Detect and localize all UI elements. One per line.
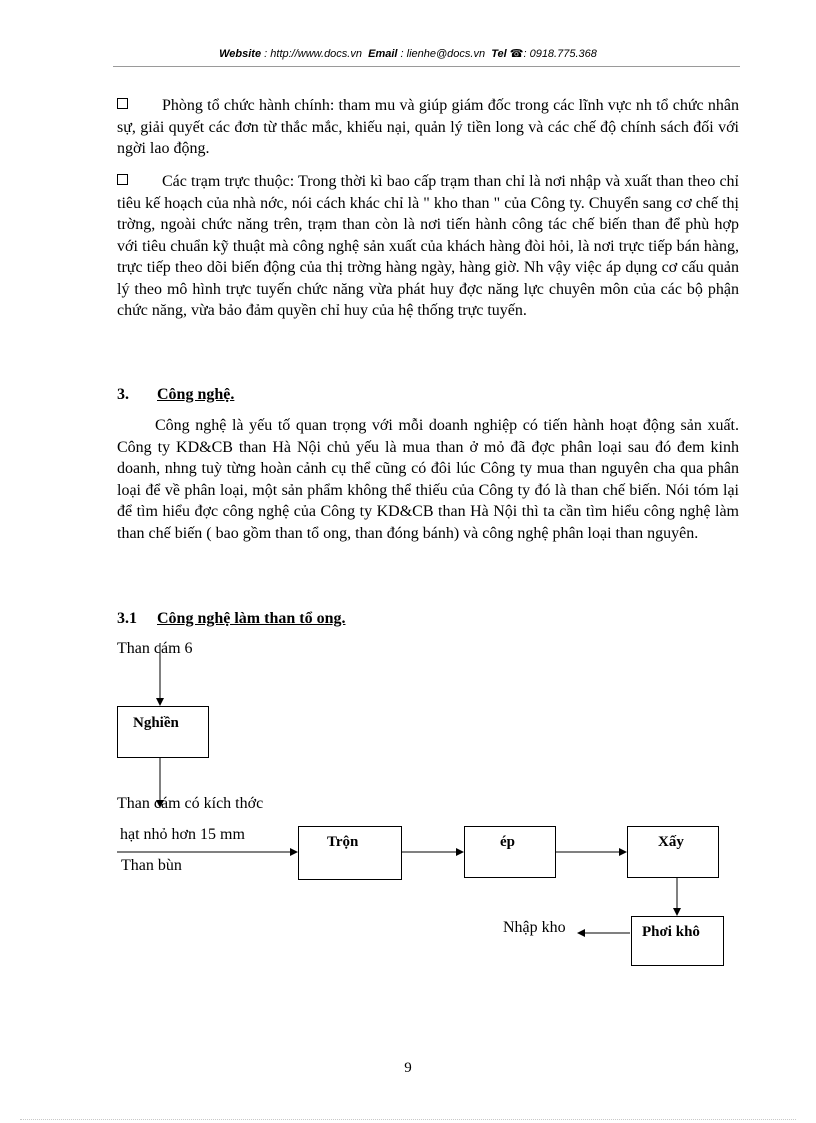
paragraph-technology-text: Công nghệ là yếu tố quan trọng với mỗi doanh nghiệp có tiến hành hoạt động sản xuất. Công ty KD&CB than Hà Nội chủ yếu là mua than ở mỏ đã đợc phân loại sau đó đem kinh doanh, nhng tuỳ từng hoàn cảnh cụ thể cũng có đôi lúc Công ty mua than nguyên cha qua phân loại để về phân loại, một sản phẩm không thể thiếu của Công ty đó là than chế biến. Nói tóm lại để tìm hiểu đợc công nghệ của Công ty KD&CB than Hà Nội thì ta cần tìm hiểu công nghệ làm than chế biến ( bao gồm than tổ ong, than đóng bánh) và công nghệ phân loại than nguyên. xyxy=(117,417,739,542)
output-nhap-kho: Nhập kho xyxy=(503,919,566,936)
input-than-cam-6: Than cám 6 xyxy=(117,640,193,657)
input-than-cam-size: Than cám có kích thớc xyxy=(117,795,264,812)
email-value: : lienhe@docs.vn xyxy=(400,48,486,60)
page-number: 9 xyxy=(404,1060,412,1076)
section-number: 3. xyxy=(117,386,129,403)
section-title: Công nghệ làm than tổ ong. xyxy=(157,610,346,627)
input-size-detail: hạt nhỏ hơn 15 mm xyxy=(120,826,245,843)
phone-icon: ☎ xyxy=(509,48,524,60)
input-than-bun: Than bùn xyxy=(121,857,182,874)
email-label: Email xyxy=(368,48,398,60)
tel-label: Tel xyxy=(491,48,507,60)
website-label: Website xyxy=(219,48,262,60)
process-box-label: Trộn xyxy=(327,834,359,850)
paragraph-stations-text: Các trạm trực thuộc: Trong thời kì bao cấp trạm than chỉ là nơi nhập và xuất than theo chỉ tiêu kế hoạch của nhà nớc, nói cách khác chỉ là " kho than " của Công ty. Chuyển sang cơ chế thị trờng, ngoài chức năng trên, trạm than còn là nơi tiến hành công tác chế biến than để phù hợp với tiêu chuẩn kỹ thuật mà công nghệ sản xuất của khách hàng đòi hỏi, là nơi trực tiếp bán hàng, trực tiếp theo dõi biến động của thị trờng hàng ngày, hàng giờ. Nh vậy việc áp dụng cơ cấu quản lý theo mô hình trực tuyến chức năng vừa phát huy đợc năng lực chuyên môn của các bộ phận chức năng, vừa bảo đảm quyền chỉ huy của hệ thống trực tuyến. xyxy=(117,173,739,319)
footer-divider xyxy=(20,1119,796,1120)
paragraph-admin-text: Phòng tổ chức hành chính: tham mu và giúp giám đốc trong các lĩnh vực nh tổ chức nhân sự, giải quyết các đơn từ thắc mắc, khiếu nại, quản lý tiền long và các chế độ chính sách đối với ngời lao động. xyxy=(117,97,739,157)
process-box-label: Phơi khô xyxy=(642,924,700,940)
tel-value: : 0918.775.368 xyxy=(523,48,597,60)
section-number: 3.1 xyxy=(117,610,137,627)
section-title: Công nghệ. xyxy=(157,386,235,403)
process-box-label: Xấy xyxy=(658,834,684,850)
process-box-label: ép xyxy=(500,834,515,850)
website-value: : http://www.docs.vn xyxy=(264,48,362,60)
process-box-label: Nghiền xyxy=(133,715,179,731)
